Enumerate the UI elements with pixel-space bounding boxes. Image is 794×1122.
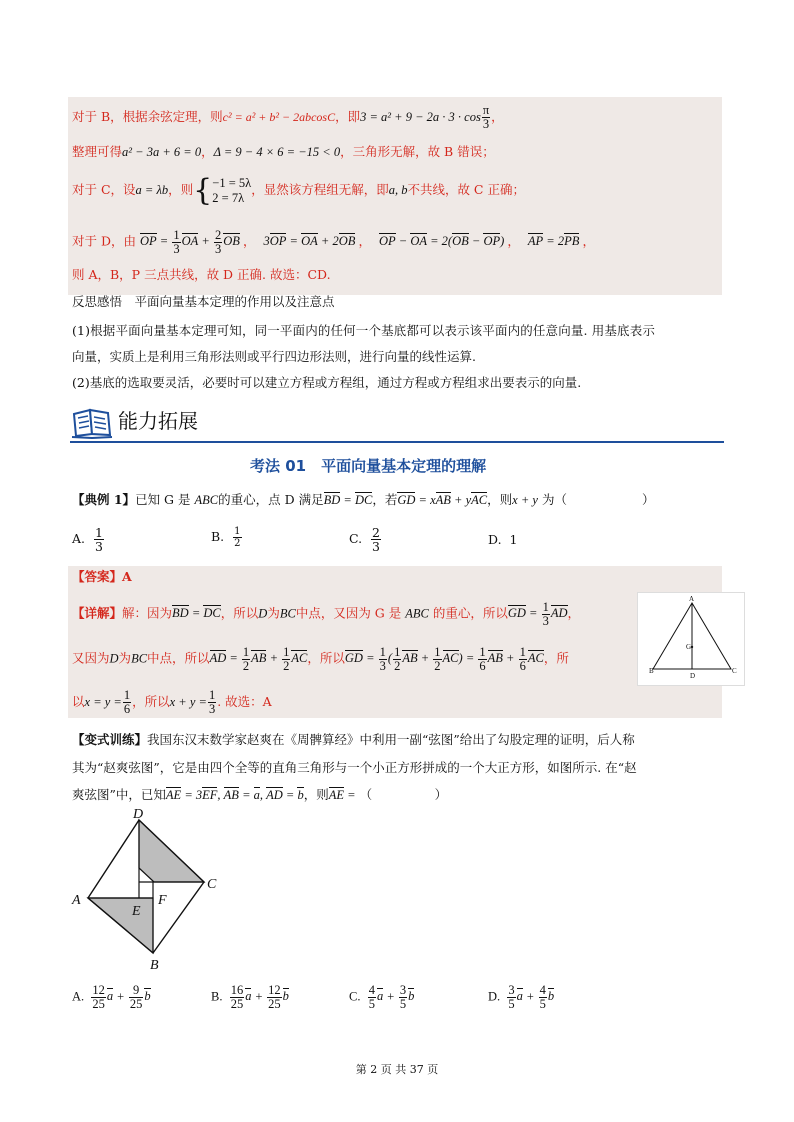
tri-label-a: A xyxy=(689,595,695,603)
tri-label-g: G xyxy=(686,643,692,651)
variant-option-a[interactable]: A. $\frac{12}{25}$ a + $\frac{9}{25}$ b xyxy=(72,983,151,1011)
example-option-d[interactable]: D. 1 xyxy=(488,532,518,547)
example-option-c[interactable]: C. $\frac{2}{3}$ xyxy=(349,525,380,554)
detail-line3: 以x = y = $\frac{1}{6}$ ，所以x + y = $\frac{1}{3}$ . 故选：A xyxy=(72,688,272,716)
sq-label-b: B xyxy=(150,958,159,973)
variant-line2: 其为“赵爽弦图”，它是由四个全等的直角三角形与一个小正方形拼成的一个大正方形，如图所示. 在“赵 xyxy=(72,760,637,775)
tri-label-c: C xyxy=(732,667,737,675)
reflection-p1-line2: 向量，实质上是利用三角形法则或平行四边形法则，进行向量的线性运算. xyxy=(72,349,476,364)
sq-label-c: C xyxy=(207,877,217,892)
solution-conclusion: 则 A，B，P 三点共线，故 D 正确. 故选：CD. xyxy=(72,267,331,282)
tri-label-b: B xyxy=(649,667,654,675)
sq-label-a: A xyxy=(72,893,81,908)
detail-line1: 【详解】解：因为BD = DC，所以D为BC中点，又因为 G 是 ABC 的重心，所以GD = $\frac{1}{3}$ AD， xyxy=(72,600,581,628)
sq-label-f: F xyxy=(158,893,167,908)
reflection-p2: (2)基底的选取要灵活，必要时可以建立方程或方程组，通过方程或方程组求出要表示的向量. xyxy=(72,375,582,390)
variant-option-d[interactable]: D. $\frac{3}{5}$ a + $\frac{4}{5}$ b xyxy=(488,983,555,1011)
triangle-figure xyxy=(637,592,745,686)
variant-line1: 【变式训练】我国东汉末数学家赵爽在《周髀算经》中利用一副“弦图”给出了勾股定理的证明，后人称 xyxy=(72,732,635,747)
tri-label-d: D xyxy=(690,672,696,680)
sq-label-d: D xyxy=(133,807,144,822)
answer-line: 【答案】A xyxy=(72,569,132,584)
reflection-p1-line1: (1)根据平面向量基本定理可知，同一平面内的任何一个基底都可以表示该平面内的任意向量. 用基底表示 xyxy=(72,323,656,338)
solution-line-c: 对于 C，设a = λb，则{ −1 = 5λ 2 = 7λ ，显然该方程组无解，即a, b不共线，故 C 正确； xyxy=(72,172,525,208)
solution-line-b2: 整理可得a² − 3a + 6 = 0，Δ = 9 − 4 × 6 = −15 < 0，三角形无解，故 B 错误； xyxy=(72,144,495,159)
section-title: 能力拓展 xyxy=(118,409,198,433)
reflection-heading: 反思感悟 平面向量基本定理的作用以及注意点 xyxy=(72,294,335,309)
book-icon xyxy=(70,404,114,440)
solution-line-d: 对于 D，由 OP = $\frac{1}{3}$ OA + $\frac{2}{3}$ OB ， 3OP = OA + 2OB ， OP − OA = 2(OB − OP) ， AP = 2PB ， xyxy=(72,228,596,256)
example-option-b[interactable]: B. $\frac{1}{2}$ xyxy=(211,526,241,549)
variant-option-c[interactable]: C. $\frac{4}{5}$ a + $\frac{3}{5}$ b xyxy=(349,983,415,1011)
example-option-a[interactable]: A. $\frac{1}{3}$ xyxy=(72,525,103,554)
detail-line2: 又因为D为BC中点，所以AD = $\frac{1}{2}$ AB + $\frac{1}{2}$ AC，所以GD = $\frac{1}{3}$ ( $\frac{1}{2}$ AB + $\frac{1}{2}$ AC) = $\frac{1}{6}$ AB + $\frac{1}{6}$ AC，所 xyxy=(72,645,569,673)
solution-line-b: 对于 B，根据余弦定理，则c² = a² + b² − 2abcosC，即3 = a² + 9 − 2a · 3 · cos $\frac{\pi}{3}$ ， xyxy=(72,103,504,131)
variant-option-b[interactable]: B. $\frac{16}{25}$ a + $\frac{12}{25}$ b xyxy=(211,983,289,1011)
variant-line3: 爽弦图”中，已知AE = 3EF, AB = a, AD = b，则AE = （ ） xyxy=(72,787,448,802)
sq-label-e: E xyxy=(132,904,141,919)
zhao-shuang-figure xyxy=(66,806,236,976)
method-title: 考法 01 平面向量基本定理的理解 xyxy=(250,457,487,475)
section-divider xyxy=(70,441,724,443)
example-question: 【典例 1】已知 G 是 ABC的重心，点 D 满足BD = DC，若GD = xAB + yAC，则x + y 为（ ） xyxy=(72,492,655,507)
page-footer: 第 2 页 共 37 页 xyxy=(355,1063,439,1076)
